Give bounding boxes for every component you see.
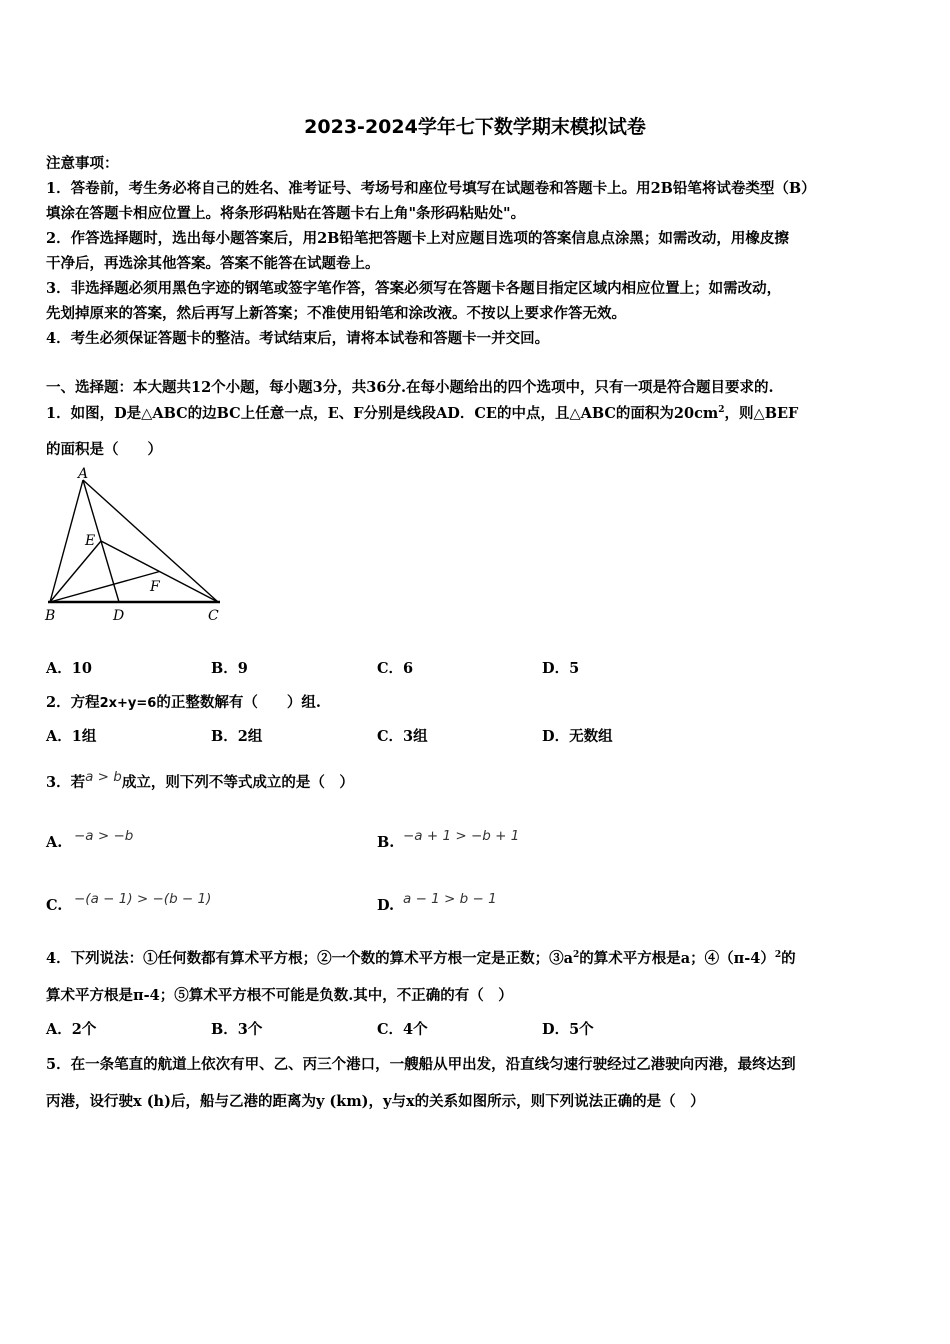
q3-text-part-b: 成立，则下列不等式成立的是（ ） [121,774,354,791]
q3-option-c-expr: −(a − 1) > −(b − 1) [74,891,212,907]
q3-option-a-expr: −a > −b [74,828,134,844]
q3-text [46,771,354,792]
q4-line1-part-a: 4．下列说法：①任何数都有算术平方根；②一个数的算术平方根一定是正数；③a [46,950,573,967]
q4-text-line-1 [46,947,796,968]
q3-option-d-label: D. [377,897,395,914]
q3-option-b-label: B. [377,834,395,851]
q3-option-a-label: A. [46,834,63,851]
q1-option-a: A．10 [46,660,92,677]
q3-condition: a > b [85,769,122,785]
label-e: E [85,533,96,549]
q4-superscript-1: 2 [572,950,580,961]
notice-line-2: 填涂在答题卡相应位置上。将条形码粘贴在答题卡右上角"条形码粘贴处"。 [46,205,526,222]
q1-superscript: 2 [718,405,725,416]
page-title: 2023-2024学年七下数学期末模拟试卷 [304,116,646,138]
notice-line-7: 4．考生必须保证答题卡的整洁。考试结束后，请将本试卷和答题卡一并交回。 [46,330,550,347]
q2-option-d: D．无数组 [542,728,613,745]
q3-option-c-label: C. [46,897,63,914]
notice-line-3: 2．作答选择题时，选出每小题答案后，用2B铅笔把答题卡上对应题目选项的答案信息点涂黑；如需改动，用橡皮擦 [46,230,789,247]
q2-option-a: A．1组 [46,728,97,745]
label-b: B [45,608,56,624]
q1-option-d: D．5 [542,660,580,677]
q2-option-c: C．3组 [377,728,428,745]
q1-text [46,402,798,423]
q2-text-part-a: 2．方程 [46,694,100,711]
q4-option-a: A．2个 [46,1021,97,1038]
segment-ab [50,480,83,602]
q2-option-b: B．2组 [211,728,263,745]
q3-option-d-expr: a − 1 > b − 1 [403,891,497,907]
q4-option-b: B．3个 [211,1021,263,1038]
notice-heading: 注意事项： [46,155,119,172]
q4-line1-part-b: 的算术平方根是a；④（π-4） [579,950,775,967]
segment-bf [50,572,160,603]
section-heading: 一、选择题：本大题共12个小题，每小题3分，共36分.在每小题给出的四个选项中，只有一项是符合题目要求的. [46,379,774,396]
q1-text-part-a: 1．如图，D是△ABC的边BC上任意一点，E、F分别是线段AD．CE的中点，且△ABC的面积为20cm [46,405,719,422]
q5-text-line-1: 5．在一条笔直的航道上依次有甲、乙、丙三个港口，一艘船从甲出发，沿直线匀速行驶经过乙港驶向丙港，最终达到 [46,1056,796,1073]
label-d: D [113,608,125,624]
notice-line-4: 干净后，再选涂其他答案。答案不能答在试题卷上。 [46,255,380,272]
q1-text-line-2: 的面积是（ ） [46,441,162,458]
q1-triangle-figure [40,462,240,632]
notice-line-6: 先划掉原来的答案，然后再写上新答案；不准使用铅笔和涂改液。不按以上要求作答无效。 [46,305,626,322]
notice-line-5: 3．非选择题必须用黑色字迹的钢笔或签字笔作答，答案必须写在答题卡各题目指定区域内相应位置上；如需改动， [46,280,782,297]
q1-option-c: C．6 [377,660,414,677]
q1-option-b: B．9 [211,660,248,677]
q2-equation: 2x+y=6 [99,696,157,711]
notice-line-1: 1．答卷前，考生务必将自己的姓名、准考证号、考场号和座位号填写在试题卷和答题卡上。用2B铅笔将试卷类型（B） [46,180,816,197]
q4-line1-part-c: 的 [781,950,796,967]
q2-text [46,691,321,712]
q5-text-line-2: 丙港，设行驶x (h)后，船与乙港的距离为y (km)，y与x的关系如图所示，则下列说法正确的是（ ） [46,1093,705,1110]
label-c: C [208,608,219,624]
label-a: A [78,466,89,482]
q4-text-line-2: 算术平方根是π-4；⑤算术平方根不可能是负数.其中，不正确的有（ ） [46,987,513,1004]
label-f: F [150,579,160,595]
q4-superscript-2: 2 [774,950,782,961]
q3-text-part-a: 3．若 [46,774,86,791]
q4-option-d: D．5个 [542,1021,594,1038]
q4-option-c: C．4个 [377,1021,428,1038]
q3-option-b-expr: −a + 1 > −b + 1 [403,828,520,844]
q2-text-part-b: 的正整数解有（ ）组. [156,694,321,711]
q1-text-part-b: ，则△BEF [724,405,799,422]
